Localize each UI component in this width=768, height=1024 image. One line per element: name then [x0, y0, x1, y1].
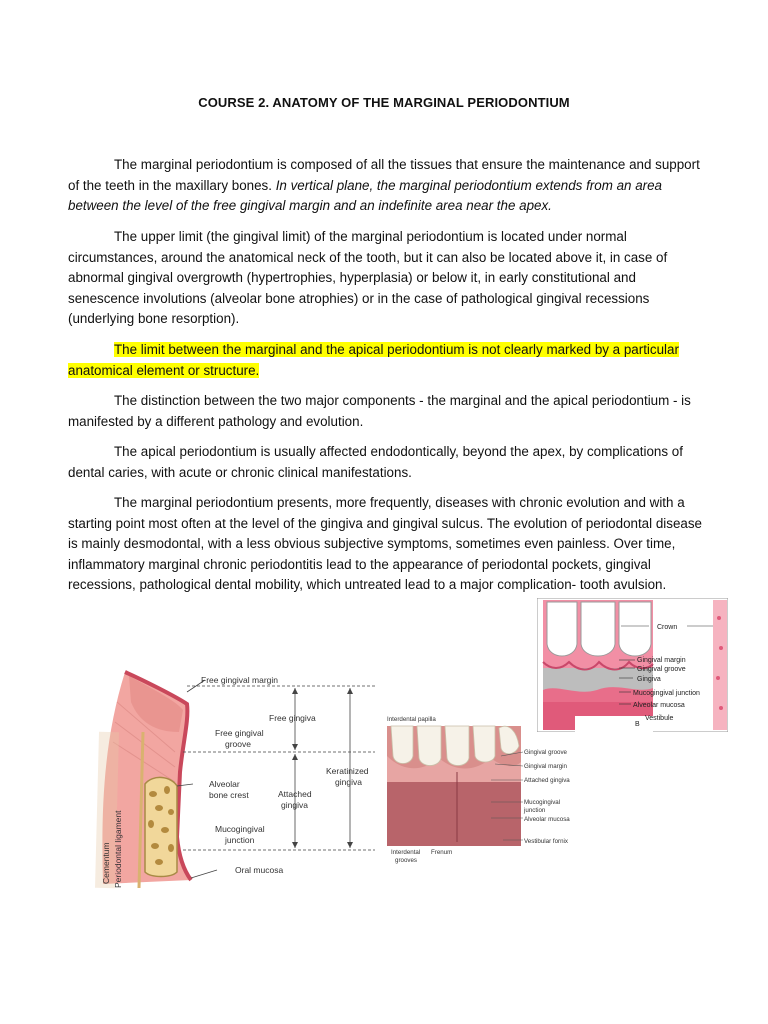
paragraph-6: [68, 493, 708, 596]
label-interdental-1: Interdental: [391, 849, 421, 856]
label-mucogingival-1: Mucogingival: [215, 824, 265, 834]
label-alveolar-2: bone crest: [209, 790, 249, 800]
paragraph-1-text: The marginal periodontium is composed of all the tissues that ensure the maintenance and support of the teeth in the maxillary bones.: [68, 157, 700, 193]
label-alveolar-1: Alveolar: [209, 779, 240, 789]
label-gingival-margin: Gingival margin: [524, 763, 567, 770]
figure-gingiva-cross-section: [95, 662, 375, 894]
label-interdental-2: grooves: [395, 857, 418, 864]
label-periodontal-ligament: Periodontal ligament: [113, 810, 123, 888]
figure-teeth-clinical-view: [383, 712, 579, 864]
label-free-gingival-margin: Free gingival margin: [201, 675, 279, 685]
paragraph-2-text: The upper limit (the gingival limit) of the marginal periodontium is located under normal circumstances, around the anatomical neck of the tooth, but it can also be located above it, in case of abnormal gingival overgrowth (hypertrophies, hyperplasia) or below it, in early constitutional and senescence involutions (alveolar bone atrophies) or in the case of pathological gingival recessions (underlying bone resorption).: [68, 229, 668, 327]
label-crown: Crown: [657, 624, 678, 631]
label-panel-b: B: [635, 721, 640, 728]
paragraph-3: [68, 340, 708, 381]
label-vestibular-fornix: Vestibular fornix: [524, 838, 569, 845]
highlighted-sentence: The limit between the marginal and the apical periodontium is not clearly marked by a particular anatomical element or structure.: [68, 342, 679, 378]
paragraph-6-text: The marginal periodontium presents, more frequently, diseases with chronic evolution and with a starting point most often at the level of the gingiva and gingival sulcus. The evolution of periodontal disease is mainly desmodontal, with a less obvious subjective symptoms, sometimes even painless. Over time, inflammatory marginal chronic periodontitis lead to the appearance of periodontal pockets, gingival recessions, pathological dental mobility, which untreated lead to a major complication- tooth avulsion.: [68, 495, 702, 593]
paragraph-1: [68, 155, 708, 217]
figure-gingiva-schematic: [537, 598, 728, 732]
label-attached-gingiva: Attached gingiva: [524, 777, 570, 784]
label-gingival-groove: Gingival groove: [524, 749, 567, 756]
label-frenum: Frenum: [431, 849, 453, 856]
label-keratinized-2: gingiva: [335, 777, 362, 787]
paragraph-2: [68, 227, 708, 330]
label-gingiva: Gingiva: [637, 676, 661, 683]
label-free-gingiva: Free gingiva: [269, 713, 316, 723]
label-mucogingival-2: junction: [524, 807, 546, 814]
label-mucogingival-1: Mucogingival: [524, 799, 561, 806]
paragraph-4: [68, 391, 708, 432]
label-mucogingival-2: junction: [225, 835, 255, 845]
label-attached-2: gingiva: [281, 800, 308, 810]
label-gingival-margin: Gingival margin: [637, 657, 686, 664]
paragraph-4-text: The distinction between the two major components - the marginal and the apical periodontium - is manifested by a different pathology and evolution.: [68, 393, 691, 429]
label-vestibule: Vestibule: [645, 715, 674, 722]
label-interdental-papilla: Interdental papilla: [387, 716, 436, 723]
label-alveolar-mucosa: Alveolar mucosa: [633, 702, 685, 709]
page-title: COURSE 2. ANATOMY OF THE MARGINAL PERIODONTIUM: [198, 95, 570, 110]
label-gingival-groove: Gingival groove: [637, 666, 686, 673]
label-attached-1: Attached: [278, 789, 312, 799]
label-mucogingival-junction: Mucogingival junction: [633, 690, 700, 697]
label-alveolar-mucosa: Alveolar mucosa: [524, 816, 570, 823]
paragraph-5: [68, 442, 708, 483]
label-free-gingival-groove-1: Free gingival: [215, 728, 264, 738]
label-oral-mucosa: Oral mucosa: [235, 865, 284, 875]
label-keratinized-1: Keratinized: [326, 766, 369, 776]
label-free-gingival-groove-2: groove: [225, 739, 251, 749]
paragraph-5-text: The apical periodontium is usually affected endodontically, beyond the apex, by complications of dental caries, with acute or chronic clinical manifestations.: [68, 444, 683, 480]
label-cementum: Cementum: [101, 842, 111, 884]
paragraph-1-italic: In vertical plane, the marginal periodontium extends from an area between the level of the free gingival margin and an indefinite area near the apex.: [68, 177, 662, 214]
